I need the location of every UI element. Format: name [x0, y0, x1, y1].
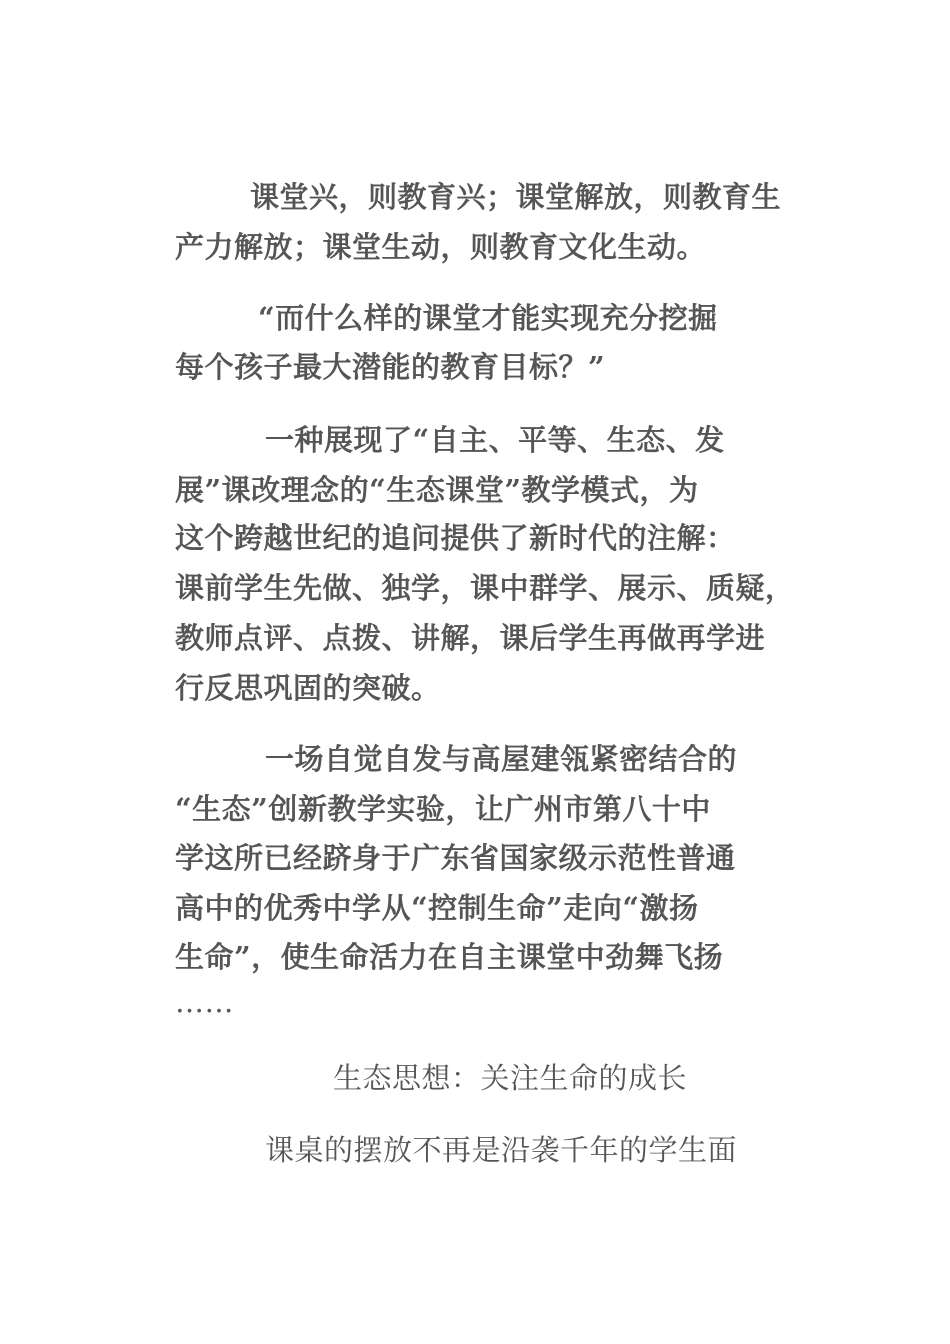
paragraph-2-line-1: “而什么样的课堂才能实现充分挖掘: [258, 301, 718, 335]
paragraph-4-line-2: “生态”创新教学实验，让广州市第八十中: [175, 792, 711, 826]
paragraph-4-line-5: 生命”，使生命活力在自主课堂中劲舞飞扬: [175, 940, 724, 974]
paragraph-4-line-6: ……: [175, 985, 234, 1019]
paragraph-3-line-6: 行反思巩固的突破。: [175, 671, 441, 705]
paragraph-4-line-1: 一场自觉自发与高屋建瓴紧密结合的: [265, 742, 738, 776]
paragraph-2-line-2: 每个孩子最大潜能的教育目标？”: [175, 350, 606, 384]
paragraph-3-line-4: 课前学生先做、独学，课中群学、展示、质疑，: [175, 571, 795, 605]
paragraph-3-line-1: 一种展现了“自主、平等、生态、发: [265, 423, 725, 457]
final-paragraph-line-1: 课桌的摆放不再是沿袭千年的学生面: [265, 1133, 738, 1167]
section-heading: 生态思想：关注生命的成长: [333, 1061, 688, 1095]
paragraph-3-line-3: 这个跨越世纪的追问提供了新时代的注解：: [175, 521, 736, 555]
paragraph-3-line-5: 教师点评、点拨、讲解，课后学生再做再学进: [175, 621, 766, 655]
paragraph-4-line-4: 高中的优秀中学从“控制生命”走向“激扬: [175, 891, 699, 925]
paragraph-3-line-2: 展”课改理念的“生态课堂”教学模式，为: [175, 473, 699, 507]
paragraph-1-line-1: 课堂兴，则教育兴；课堂解放，则教育生: [250, 180, 782, 214]
paragraph-1-line-2: 产力解放；课堂生动，则教育文化生动。: [175, 230, 707, 264]
paragraph-4-line-3: 学这所已经跻身于广东省国家级示范性普通: [175, 841, 736, 875]
